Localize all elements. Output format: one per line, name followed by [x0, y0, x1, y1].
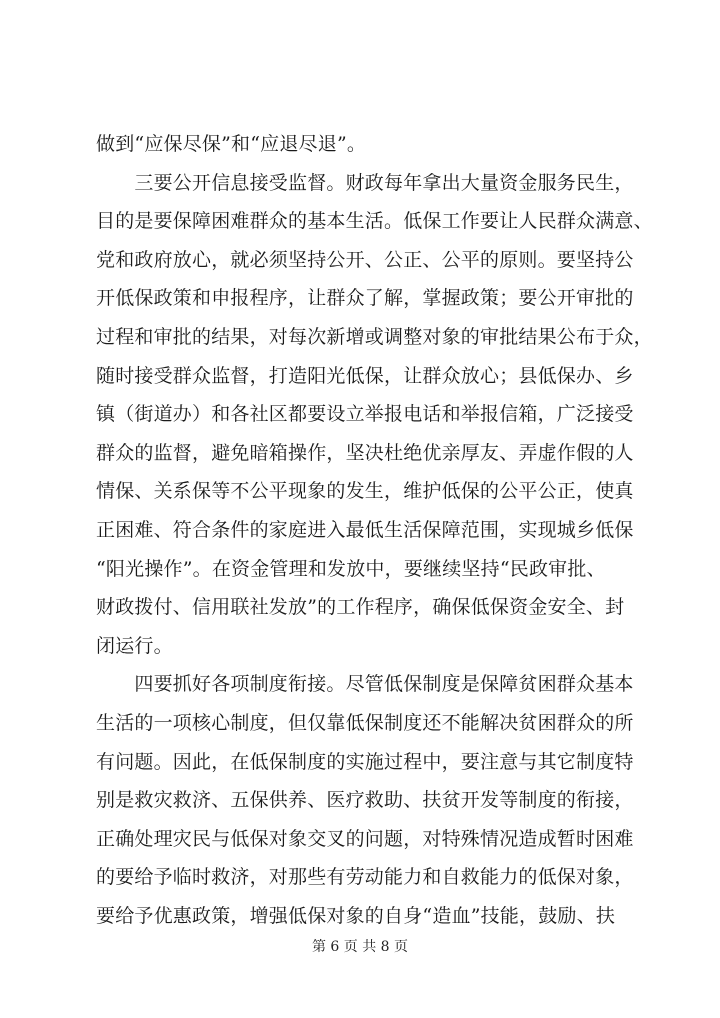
text-line-12: “阳光操作”。在资金管理和发放中，要继续坚持“民政审批、	[96, 557, 606, 580]
text-line-17: 有问题。因此，在低保制度的实施过程中，要注意与其它制度特	[96, 750, 634, 773]
body-text	[96, 125, 686, 935]
text-line-16: 生活的一项核心制度，但仅靠低保制度还不能解决贫困群众的所	[96, 711, 634, 734]
text-line-21: 要给予优惠政策，增强低保对象的自身“造血”技能，鼓励、扶	[96, 904, 616, 927]
text-line-9: 群众的监督，避免暗箱操作，坚决杜绝优亲厚友、弄虚作假的人	[96, 441, 634, 464]
page-number-label: 第 6 页 共 8 页	[311, 939, 409, 955]
text-line-3: 目的是要保障困难群众的基本生活。低保工作要让人民群众满意、	[96, 210, 653, 233]
text-line-5: 开低保政策和申报程序，让群众了解，掌握政策；要公开审批的	[96, 287, 634, 310]
text-line-11: 正困难、符合条件的家庭进入最低生活保障范围，实现城乡低保	[96, 518, 634, 541]
text-line-7: 随时接受群众监督，打造阳光低保，让群众放心；县低保办、乡	[96, 364, 634, 387]
text-line-13: 财政拨付、信用联社发放”的工作程序，确保低保资金安全、封	[96, 596, 625, 619]
text-line-8: 镇（街道办）和各社区都要设立举报电话和举报信箱，广泛接受	[96, 403, 634, 426]
text-line-15: 四要抓好各项制度衔接。尽管低保制度是保障贫困群众基本	[96, 673, 634, 696]
text-line-10: 情保、关系保等不公平现象的发生，维护低保的公平公正，使真	[96, 480, 634, 503]
text-line-1: 做到“应保尽保”和“应退尽退”。	[96, 133, 367, 155]
text-line-20: 的要给予临时救济，对那些有劳动能力和自救能力的低保对象，	[96, 866, 634, 889]
text-line-18: 别是救灾救济、五保供养、医疗救助、扶贫开发等制度的衔接，	[96, 789, 634, 812]
text-line-19: 正确处理灾民与低保对象交叉的问题，对特殊情况造成暂时困难	[96, 827, 634, 850]
text-line-6: 过程和审批的结果，对每次新增或调整对象的审批结果公布于众，	[96, 325, 653, 348]
text-line-4: 党和政府放心，就必须坚持公开、公正、公平的原则。要坚持公	[96, 248, 634, 271]
text-line-14: 闭运行。	[96, 634, 173, 657]
page-footer	[0, 936, 720, 956]
text-line-2: 三要公开信息接受监督。财政每年拿出大量资金服务民生，	[96, 171, 634, 194]
